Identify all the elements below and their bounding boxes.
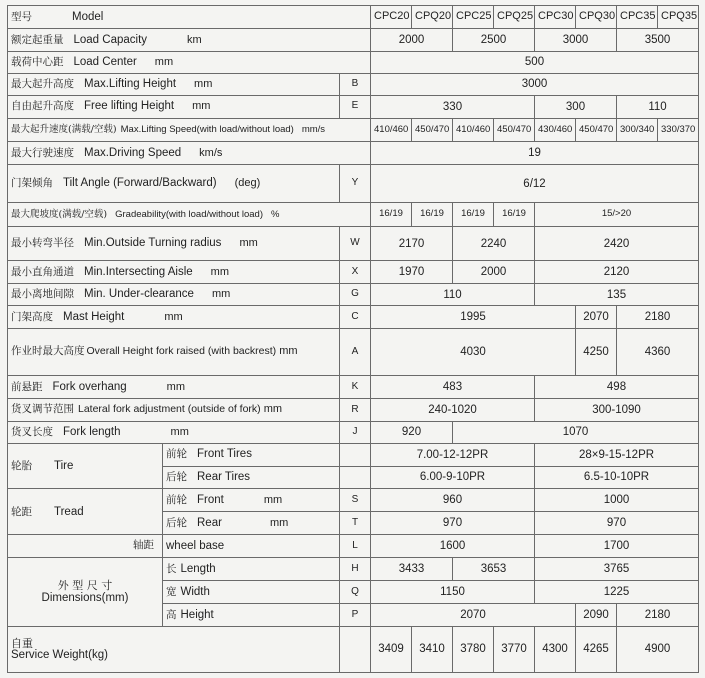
model-cpq25: CPQ25 — [494, 6, 535, 29]
label-tire: 轮胎 Tire — [8, 443, 163, 489]
row-fork-overhang — [8, 375, 699, 398]
label-wheel-base-en: wheel base — [163, 535, 340, 558]
value-cell: 410/460 — [453, 118, 494, 142]
value-cell: 1070 — [453, 421, 699, 443]
value-cell: 15/>20 — [535, 202, 699, 226]
model-cpc35: CPC35 — [617, 6, 658, 29]
value-cell: 3653 — [453, 558, 535, 581]
code-cell: B — [340, 73, 371, 95]
value-cell: 2180 — [617, 306, 699, 329]
label-mast-height: 门架高度 Mast Height mm — [8, 306, 340, 329]
label-turning-radius: 最小转弯半径 Min.Outside Turning radius mm — [8, 226, 340, 260]
label-load-capacity: 额定起重量 Load Capacity km — [8, 28, 371, 51]
label-dim-width: 宽 Width — [163, 581, 340, 604]
value-cell: 3000 — [371, 73, 699, 95]
value-cell: 300 — [535, 95, 617, 118]
row-tire-front — [8, 443, 699, 466]
value-cell: 6.00-9-10PR — [371, 466, 535, 489]
label-max-lift: 最大起升高度 Max.Lifting Height mm — [8, 73, 340, 95]
value-cell: 1225 — [535, 581, 699, 604]
value-cell: 3770 — [494, 626, 535, 672]
label-lateral-fork: 货叉调节范围 Lateral fork adjustment (outside of fork) mm — [8, 398, 340, 421]
value-cell: 920 — [371, 421, 453, 443]
label-gradeability: 最大爬坡度(满载/空载) Gradeability(with load/without load) % — [8, 202, 371, 226]
model-cpc20: CPC20 — [371, 6, 412, 29]
value-cell: 1700 — [535, 535, 699, 558]
row-under-clearance — [8, 284, 699, 306]
label-intersecting-aisle: 最小直角通道 Min.Intersecting Aisle mm — [8, 261, 340, 284]
code-cell — [340, 466, 371, 489]
value-cell: 2420 — [535, 226, 699, 260]
value-cell: 2070 — [576, 306, 617, 329]
code-cell: A — [340, 329, 371, 376]
row-tread-front — [8, 489, 699, 512]
value-cell: 410/460 — [371, 118, 412, 142]
row-tilt — [8, 165, 699, 203]
row-lateral-fork — [8, 398, 699, 421]
value-cell: 450/470 — [494, 118, 535, 142]
row-overall-height — [8, 329, 699, 376]
value-cell: 2500 — [453, 28, 535, 51]
value-cell: 2090 — [576, 604, 617, 627]
label-dim-height: 高 Height — [163, 604, 340, 627]
value-cell: 330 — [371, 95, 535, 118]
label-overall-height: 作业时最大高度 Overall Height fork raised (with backrest) mm — [8, 329, 340, 376]
value-cell: 300/340 — [617, 118, 658, 142]
model-cpc30: CPC30 — [535, 6, 576, 29]
model-label: 型号 Model — [8, 6, 371, 29]
value-cell: 16/19 — [412, 202, 453, 226]
value-cell: 16/19 — [494, 202, 535, 226]
label-tread-front: 前轮 Front mm — [163, 489, 340, 512]
unit-label: mm — [279, 345, 298, 358]
label-tire-front: 前轮 Front Tires — [163, 443, 340, 466]
code-cell — [340, 443, 371, 466]
value-cell: 6.5-10-10PR — [535, 466, 699, 489]
value-cell: 4265 — [576, 626, 617, 672]
value-cell: 240-1020 — [371, 398, 535, 421]
value-cell: 4900 — [617, 626, 699, 672]
value-cell: 1000 — [535, 489, 699, 512]
value-cell: 500 — [371, 51, 699, 73]
model-cpq30: CPQ30 — [576, 6, 617, 29]
value-cell: 16/19 — [371, 202, 412, 226]
code-cell: Q — [340, 581, 371, 604]
label-wheel-base-cn: 轴距 — [8, 535, 163, 558]
value-cell: 450/470 — [576, 118, 617, 142]
value-cell: 4030 — [371, 329, 576, 376]
header-row — [8, 6, 699, 29]
value-cell: 19 — [371, 142, 699, 165]
value-cell: 483 — [371, 375, 535, 398]
code-cell: S — [340, 489, 371, 512]
row-mast-height — [8, 306, 699, 329]
label-fork-overhang: 前悬距 Fork overhang mm — [8, 375, 340, 398]
row-turning-radius — [8, 226, 699, 260]
label-tire-rear: 后轮 Rear Tires — [163, 466, 340, 489]
code-cell: R — [340, 398, 371, 421]
row-load-capacity — [8, 28, 699, 51]
row-intersecting-aisle — [8, 261, 699, 284]
value-cell: 2000 — [453, 261, 535, 284]
value-cell: 3500 — [617, 28, 699, 51]
code-cell: P — [340, 604, 371, 627]
row-wheel-base — [8, 535, 699, 558]
label-dimensions: 外 型 尺 寸 Dimensions(mm) — [8, 558, 163, 627]
code-cell: T — [340, 512, 371, 535]
value-cell: 6/12 — [371, 165, 699, 203]
label-service-weight: 自重 Service Weight(kg) — [8, 626, 340, 672]
value-cell: 4300 — [535, 626, 576, 672]
value-cell: 2180 — [617, 604, 699, 627]
value-cell: 3000 — [535, 28, 617, 51]
value-cell: 3433 — [371, 558, 453, 581]
value-cell: 2170 — [371, 226, 453, 260]
label-drive-speed: 最大行驶速度 Max.Driving Speed km/s — [8, 142, 371, 165]
value-cell: 4250 — [576, 329, 617, 376]
code-cell: X — [340, 261, 371, 284]
value-cell: 135 — [535, 284, 699, 306]
spec-table — [7, 5, 699, 673]
value-cell: 28×9-15-12PR — [535, 443, 699, 466]
row-gradeability — [8, 202, 699, 226]
row-free-lift — [8, 95, 699, 118]
value-cell: 1970 — [371, 261, 453, 284]
value-cell: 3410 — [412, 626, 453, 672]
value-cell: 2120 — [535, 261, 699, 284]
code-cell: C — [340, 306, 371, 329]
value-cell: 16/19 — [453, 202, 494, 226]
value-cell: 498 — [535, 375, 699, 398]
code-cell: Y — [340, 165, 371, 203]
label-tread-rear: 后轮 Rear mm — [163, 512, 340, 535]
value-cell: 2240 — [453, 226, 535, 260]
value-cell: 110 — [371, 284, 535, 306]
label-tilt: 门架倾角 Tilt Angle (Forward/Backward) (deg) — [8, 165, 340, 203]
value-cell: 970 — [535, 512, 699, 535]
model-cpq35: CPQ35 — [658, 6, 699, 29]
label-tread: 轮距 Tread — [8, 489, 163, 535]
value-cell: 450/470 — [412, 118, 453, 142]
value-cell: 330/370 — [658, 118, 699, 142]
row-max-lift — [8, 73, 699, 95]
unit-label: mm — [263, 403, 283, 415]
value-cell: 960 — [371, 489, 535, 512]
code-cell: H — [340, 558, 371, 581]
code-cell: K — [340, 375, 371, 398]
label-fork-length: 货叉长度 Fork length mm — [8, 421, 340, 443]
row-load-center — [8, 51, 699, 73]
value-cell: 4360 — [617, 329, 699, 376]
value-cell: 1600 — [371, 535, 535, 558]
label-free-lift: 自由起升高度 Free lifting Height mm — [8, 95, 340, 118]
row-dim-length — [8, 558, 699, 581]
code-cell: L — [340, 535, 371, 558]
value-cell: 3765 — [535, 558, 699, 581]
value-cell: 3780 — [453, 626, 494, 672]
label-under-clearance: 最小离地间隙 Min. Under-clearance mm — [8, 284, 340, 306]
value-cell: 110 — [617, 95, 699, 118]
value-cell: 970 — [371, 512, 535, 535]
value-cell: 1150 — [371, 581, 535, 604]
code-cell: J — [340, 421, 371, 443]
code-cell: G — [340, 284, 371, 306]
model-cpc25: CPC25 — [453, 6, 494, 29]
code-cell: E — [340, 95, 371, 118]
row-service-weight — [8, 626, 699, 672]
code-cell: W — [340, 226, 371, 260]
label-dim-length: 长 Length — [163, 558, 340, 581]
code-cell — [340, 626, 371, 672]
label-load-center: 载荷中心距 Load Center mm — [8, 51, 371, 73]
row-fork-length — [8, 421, 699, 443]
label-lift-speed: 最大起升速度(满载/空载) Max.Lifting Speed(with load/without load) mm/s — [8, 118, 371, 142]
value-cell: 3409 — [371, 626, 412, 672]
value-cell: 7.00-12-12PR — [371, 443, 535, 466]
row-lift-speed — [8, 118, 699, 142]
row-drive-speed — [8, 142, 699, 165]
value-cell: 2070 — [371, 604, 576, 627]
value-cell: 1995 — [371, 306, 576, 329]
value-cell: 430/460 — [535, 118, 576, 142]
model-cpq20: CPQ20 — [412, 6, 453, 29]
value-cell: 300-1090 — [535, 398, 699, 421]
value-cell: 2000 — [371, 28, 453, 51]
